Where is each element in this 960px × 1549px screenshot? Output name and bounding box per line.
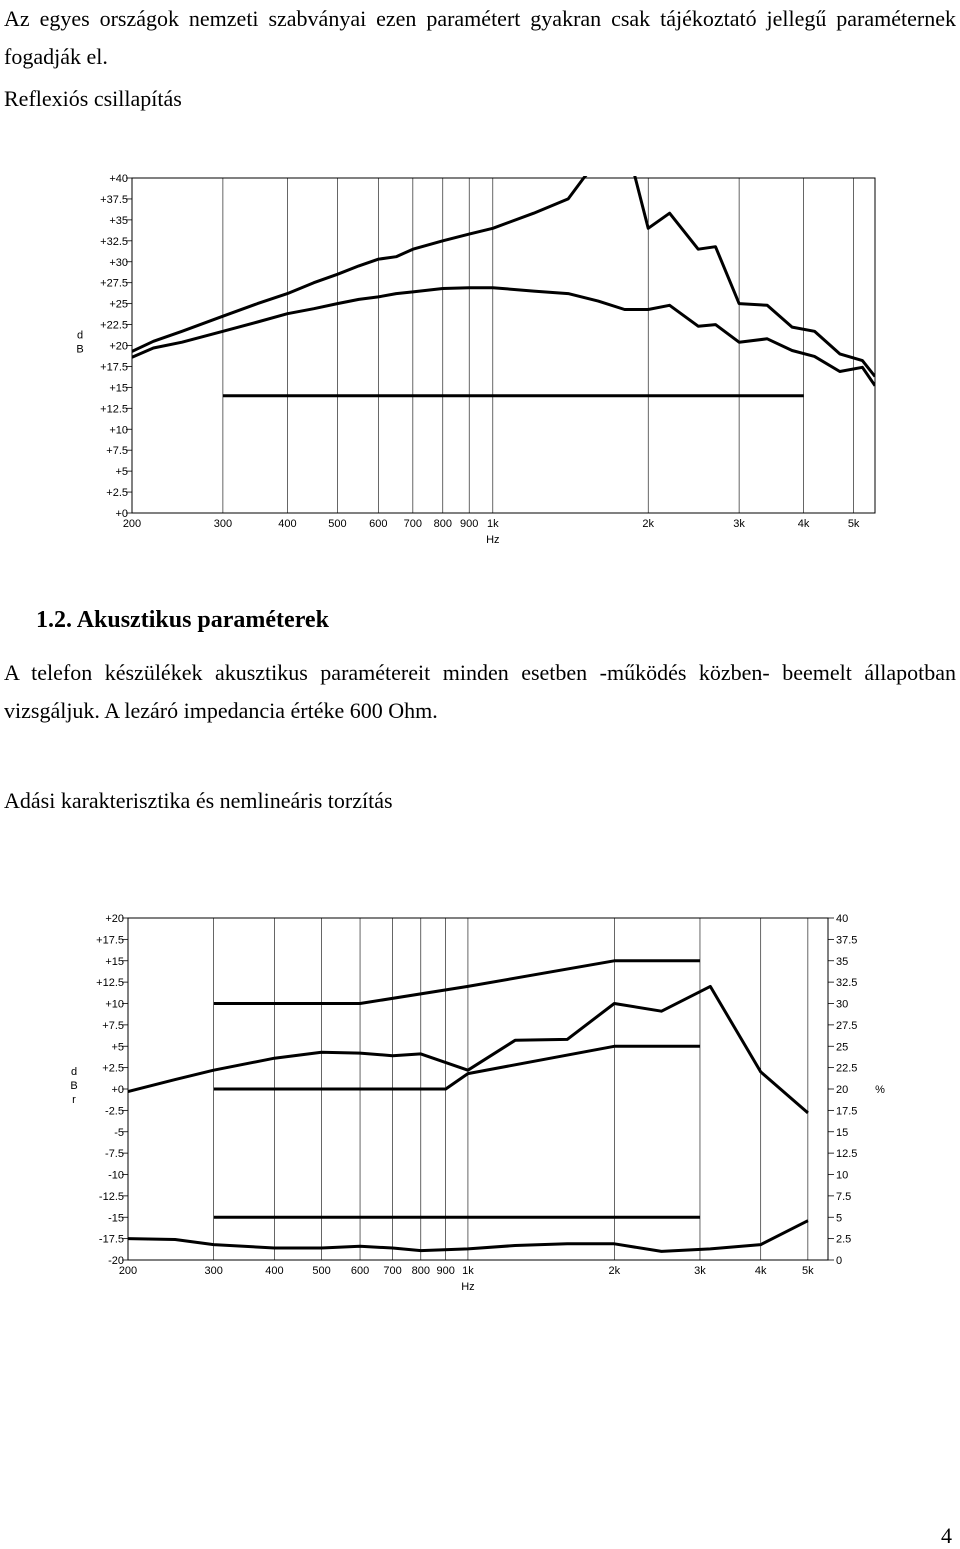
x-tick-label: 200 (118, 1265, 138, 1277)
y-tick-label: +5 (115, 466, 128, 479)
acoustic-paragraph: A telefon készülékek akusztikus paramétereit minden esetben -működés közben- beemelt állapotban vizsgáljuk. A lezáró impedancia értéke 600 Ohm. (4, 660, 956, 723)
y-tick-label: +12.5 (100, 403, 128, 416)
x-tick-label: 1k (487, 518, 499, 530)
y2-tick-label: 32.5 (836, 977, 858, 990)
y-tick-label: -10 (108, 1169, 124, 1182)
y-tick-label: +2.5 (106, 487, 128, 500)
y-tick-label: +12.5 (96, 977, 124, 990)
y2-tick-label: 20 (836, 1084, 849, 1096)
x-tick-label: 2k (608, 1265, 621, 1277)
y-tick-label: +17.5 (96, 934, 124, 947)
y-tick-label: +10 (109, 424, 128, 437)
y-tick-label: +7.5 (102, 1019, 124, 1032)
y-tick-label: -7.5 (105, 1148, 124, 1161)
section-title-transmission: Adási karakterisztika és nemlineáris torzítás (4, 788, 393, 813)
y-tick-label: +27.5 (100, 277, 128, 290)
x-tick-label: 700 (383, 1265, 402, 1277)
y-tick-label: -15 (108, 1212, 124, 1225)
x-tick-label: 900 (436, 1265, 455, 1277)
y-tick-label: -20 (108, 1255, 124, 1267)
y2-tick-label: 17.5 (836, 1105, 858, 1118)
intro-paragraph: Az egyes országok nemzeti szabványai ezen paramétert gyakran csak tájékoztató jellegű paraméternek fogadják el. (4, 6, 956, 69)
y-tick-label: -2.5 (105, 1105, 124, 1118)
y-tick-label: +30 (109, 256, 128, 269)
section-number: 1.2. (36, 607, 72, 633)
x-tick-label: 5k (847, 518, 860, 530)
x-tick-label: 2k (642, 518, 655, 530)
section-title-acoustic: Akusztikus paraméterek (76, 607, 329, 633)
y-tick-label: +10 (105, 998, 124, 1011)
x-axis-label: Hz (461, 1281, 475, 1293)
x-tick-label: 400 (278, 518, 297, 530)
y2-tick-label: 0 (836, 1255, 843, 1267)
series-line-1 (132, 160, 875, 377)
y2-tick-label: 22.5 (836, 1062, 858, 1075)
y-axis-label: B (76, 343, 84, 356)
section-heading-acoustic (36, 607, 329, 634)
section-title-reflection: Reflexiós csillapítás (4, 86, 182, 111)
x-tick-label: 3k (694, 1265, 706, 1277)
y-tick-label: -5 (114, 1126, 124, 1139)
plot-frame (132, 178, 875, 513)
x-tick-label: 700 (403, 518, 423, 530)
y2-tick-label: 35 (836, 955, 849, 968)
x-tick-label: 800 (411, 1265, 430, 1277)
x-tick-label: 1k (462, 1265, 474, 1277)
x-tick-label: 5k (802, 1265, 814, 1277)
y-tick-label: +35 (109, 214, 128, 227)
x-tick-label: 400 (265, 1265, 284, 1277)
y-tick-label: +32.5 (100, 235, 128, 248)
y2-tick-label: 10 (836, 1169, 849, 1182)
y-tick-label: +40 (109, 173, 128, 185)
y-tick-label: +15 (105, 955, 124, 968)
y-axis-label: r (72, 1094, 76, 1106)
y2-tick-label: 7.5 (836, 1190, 852, 1203)
x-tick-label: 900 (460, 518, 479, 530)
chart-reflection-loss (0, 160, 960, 560)
x-tick-label: 4k (754, 1265, 767, 1277)
y2-tick-label: 30 (836, 998, 849, 1011)
x-tick-label: 800 (433, 518, 452, 530)
y-axis-label: d (70, 1066, 78, 1078)
y-tick-label: +15 (109, 382, 128, 395)
y-tick-label: -17.5 (98, 1233, 124, 1246)
page-number: 4 (941, 1523, 952, 1548)
y2-tick-label: 40 (836, 913, 849, 925)
y2-tick-label: 25 (836, 1041, 849, 1054)
x-tick-label: 600 (350, 1265, 370, 1277)
y2-tick-label: 15 (836, 1126, 849, 1139)
y2-tick-label: 12.5 (836, 1148, 858, 1161)
x-axis-label: Hz (486, 534, 500, 546)
y-axis-label: d (76, 329, 84, 342)
y-axis-label: B (70, 1080, 78, 1092)
x-tick-label: 600 (369, 518, 388, 530)
y2-tick-label: 2.5 (836, 1233, 852, 1246)
y-tick-label: +17.5 (100, 361, 128, 374)
series-line-2 (132, 288, 875, 386)
x-tick-label: 300 (213, 518, 233, 530)
y-tick-label: +25 (109, 298, 128, 311)
y-tick-label: +2.5 (102, 1062, 124, 1075)
x-tick-label: 500 (312, 1265, 331, 1277)
y-tick-label: +22.5 (100, 319, 128, 332)
x-tick-label: 4k (797, 518, 810, 530)
y-tick-label: +7.5 (106, 445, 128, 458)
y2-tick-label: 27.5 (836, 1019, 858, 1032)
y-tick-label: -12.5 (98, 1190, 124, 1203)
y-tick-label: +37.5 (100, 193, 128, 206)
x-tick-label: 500 (328, 518, 347, 530)
y-tick-label: +20 (105, 913, 124, 925)
chart-transmission-distortion (0, 900, 960, 1300)
x-tick-label: 300 (204, 1265, 223, 1277)
y-tick-label: +0 (115, 508, 128, 520)
x-tick-label: 3k (733, 518, 745, 530)
series-line-1 (214, 961, 700, 1004)
y-tick-label: +0 (111, 1084, 124, 1096)
y2-tick-label: 37.5 (836, 934, 858, 947)
y-tick-label: +5 (111, 1041, 124, 1054)
y2-tick-label: 5 (836, 1212, 843, 1225)
y2-axis-label: % (875, 1084, 885, 1096)
y-tick-label: +20 (109, 340, 128, 353)
x-tick-label: 200 (122, 518, 142, 530)
